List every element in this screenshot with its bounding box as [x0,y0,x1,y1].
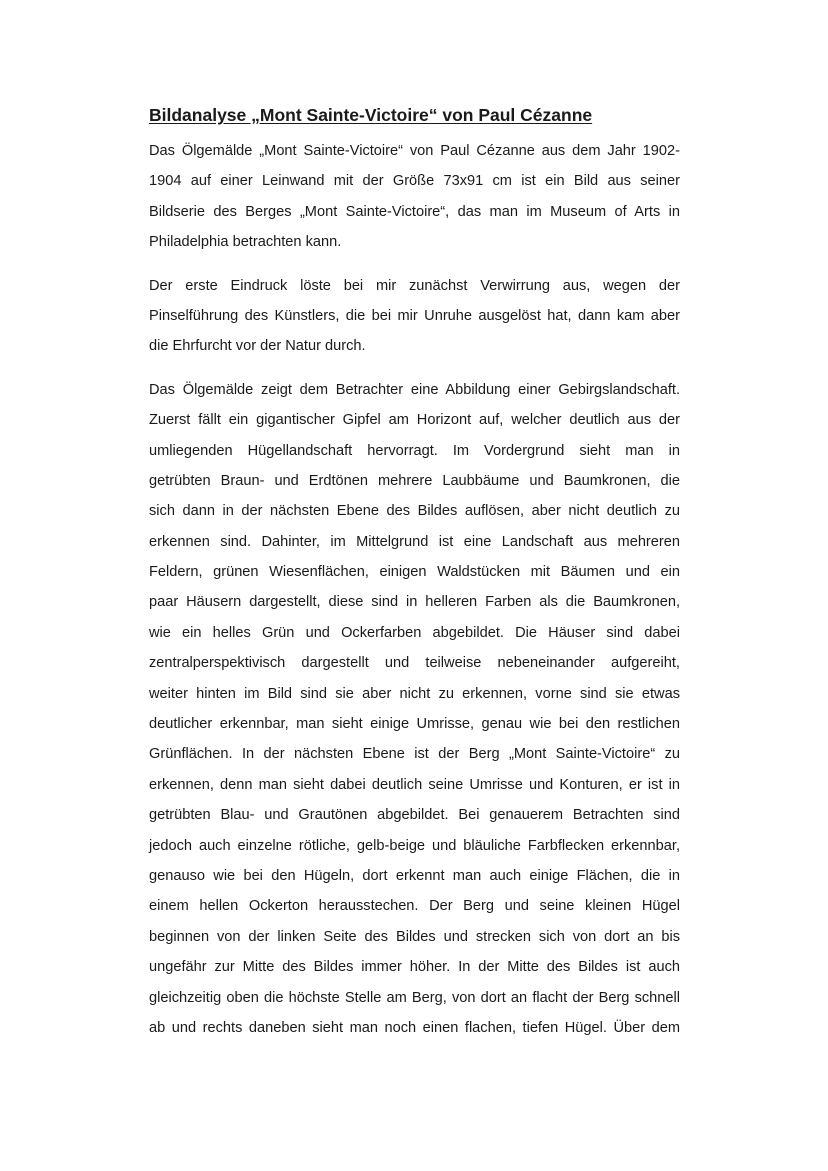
text-line: Das Ölgemälde zeigt dem Betrachter eine Abbildung einer Gebirgslandschaft. [149,381,680,398]
text-line: die Ehrfurcht vor der Natur durch. [149,338,366,355]
text-line: gleichzeitig oben die höchste Stelle am Berg, von dort an flacht der Berg schnell [149,989,680,1006]
paragraph-description [149,375,680,1044]
text-line: ungefähr zur Mitte des Bildes immer höher. In der Mitte des Bildes ist auch [149,959,680,976]
paragraph-gap [149,258,680,271]
text-line: 1904 auf einer Leinwand mit der Größe 73x91 cm ist ein Bild aus seiner [149,173,680,190]
text-line: Bildserie des Berges „Mont Sainte-Victoire“, das man im Museum of Arts in [149,203,680,220]
paragraph-gap [149,362,680,375]
text-line: Philadelphia betrachten kann. [149,234,342,251]
text-line: weiter hinten im Bild sind sie aber nicht zu erkennen, vorne sind sie etwas [149,685,680,702]
text-line: deutlicher erkennbar, man sieht einige Umrisse, genau wie bei den restlichen [149,716,680,733]
text-line: Feldern, grünen Wiesenflächen, einigen Waldstücken mit Bäumen und ein [149,564,680,581]
text-line: paar Häusern dargestellt, diese sind in helleren Farben als die Baumkronen, [149,594,680,611]
text-line: einem hellen Ockerton herausstechen. Der Berg und seine kleinen Hügel [149,898,680,915]
text-line: erkennen sind. Dahinter, im Mittelgrund ist eine Landschaft aus mehreren [149,533,680,550]
text-line: zentralperspektivisch dargestellt und teilweise nebeneinander aufgereiht, [149,655,680,672]
text-line: Pinselführung des Künstlers, die bei mir Unruhe ausgelöst hat, dann kam aber [149,307,680,324]
paragraph-first-impression [149,271,680,362]
text-line: ab und rechts daneben sieht man noch einen flachen, tiefen Hügel. Über dem [149,1019,680,1036]
paragraph-intro [149,136,680,258]
text-line: genauso wie bei den Hügeln, dort erkennt man auch einige Flächen, die in [149,867,680,884]
text-line: erkennen, denn man sieht dabei deutlich seine Umrisse und Konturen, er ist in [149,776,680,793]
document-title: Bildanalyse „Mont Sainte-Victoire“ von Paul Cézanne [149,105,593,125]
text-line: beginnen von der linken Seite des Bildes und strecken sich von dort an bis [149,928,680,945]
text-line: Der erste Eindruck löste bei mir zunächst Verwirrung aus, wegen der [149,277,680,294]
text-line: getrübten Braun- und Erdtönen mehrere Laubbäume und Baumkronen, die [149,472,680,489]
text-line: umliegenden Hügellandschaft hervorragt. Im Vordergrund sieht man in [149,442,680,459]
text-line: wie ein helles Grün und Ockerfarben abgebildet. Die Häuser sind dabei [149,624,680,641]
document-body [149,100,680,1043]
text-line: Zuerst fällt ein gigantischer Gipfel am Horizont auf, welcher deutlich aus der [149,412,680,429]
text-line: jedoch auch einzelne rötliche, gelb-beige und bläuliche Farbflecken erkennbar, [149,837,680,854]
text-line: sich dann in der nächsten Ebene des Bildes auflösen, aber nicht deutlich zu [149,503,680,520]
text-line: getrübten Blau- und Grautönen abgebildet. Bei genauerem Betrachten sind [149,807,680,824]
text-line: Das Ölgemälde „Mont Sainte-Victoire“ von Paul Cézanne aus dem Jahr 1902- [149,143,680,159]
text-line: Grünflächen. In der nächsten Ebene ist der Berg „Mont Sainte-Victoire“ zu [149,746,680,763]
